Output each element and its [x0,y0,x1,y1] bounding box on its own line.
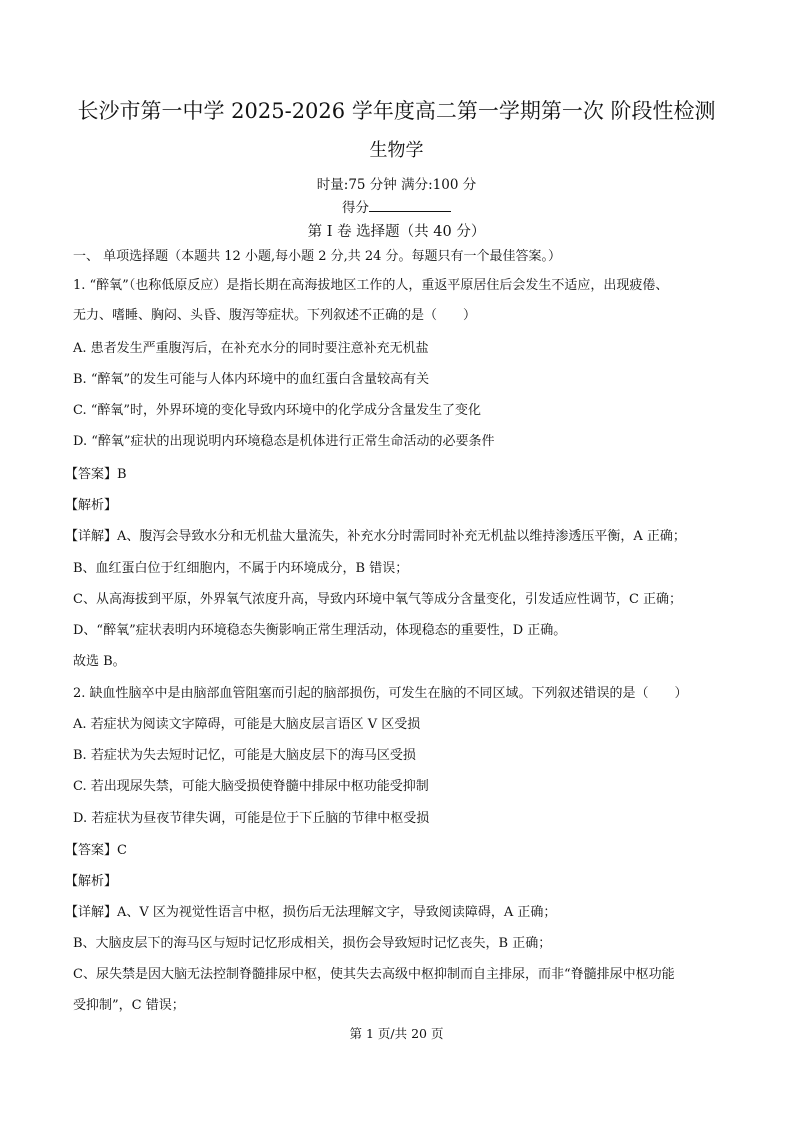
q1-analysis-label: 【解析】 [65,498,118,513]
score-blank [369,199,451,212]
section-title: 第 I 卷 选择题（共 40 分） [307,224,486,240]
q1-detail-4: D、“醉氧”症状表明内环境稳态失衡影响正常生理活动，体现稳态的重要性，D 正确。 [73,623,567,638]
q1-option-b: B. “醉氧”的发生可能与人体内环境中的血红蛋白含量较高有关 [73,372,430,387]
q1-detail-1: 【详解】A、腹泻会导致水分和无机盐大量流失，补充水分时需同时补充无机盐以维持渗透压平衡，A 正确； [65,529,686,544]
subject-title: 生物学 [369,140,424,161]
page-number: 第 1 页/共 20 页 [349,1026,444,1041]
q2-option-c: C. 若出现尿失禁，可能大脑受损使脊髓中排尿中枢功能受抑制 [73,779,429,794]
q2-detail-3: C、尿失禁是因大脑无法控制脊髓排尿中枢，使其失去高级中枢抑制而自主排尿，而非“脊髓排尿中枢功能 [73,967,675,982]
q2-option-b: B. 若症状为失去短时记忆，可能是大脑皮层下的海马区受损 [73,748,416,763]
q1-option-c: C. “醉氧”时，外界环境的变化导致内环境中的化学成分含量发生了变化 [73,403,482,418]
q1-conclusion: 故选 B。 [73,654,126,669]
q2-detail-4: 受抑制”，C 错误； [73,998,185,1013]
exam-title: 长沙市第一中学 2025-2026 学年度高二第一学期第一次 阶段性检测 [77,99,716,123]
q2-detail-2: B、大脑皮层下的海马区与短时记忆形成相关，损伤会导致短时记忆丧失，B 正确； [73,936,552,951]
q2-detail-1: 【详解】A、V 区为视觉性语言中枢，损伤后无法理解文字，导致阅读障碍，A 正确； [65,905,557,920]
q1-stem-line1: 1. “醉氧”（也称低原反应）是指长期在高海拔地区工作的人，重返平原居住后会发生不适应，出现疲倦、 [73,278,669,293]
part-heading: 一、 单项选择题（本题共 12 小题,每小题 2 分,共 24 分。每题只有一个最佳答案。） [73,249,562,264]
q2-answer: 【答案】C [65,843,127,858]
q1-detail-2: B、血红蛋白位于红细胞内，不属于内环境成分，B 错误； [73,561,409,576]
q2-analysis-label: 【解析】 [65,874,118,889]
q1-option-a: A. 患者发生严重腹泻后，在补充水分的同时要注意补充无机盐 [73,341,429,356]
q1-detail-3: C、从高海拔到平原，外界氧气浓度升高，导致内环境中氧气等成分含量变化，引发适应性调节，C 正确； [73,592,683,607]
score-field [0,199,793,217]
q1-option-d: D. “醉氧”症状的出现说明内环境稳态是机体进行正常生命活动的必要条件 [73,434,495,449]
q1-stem-line2: 无力、嗜睡、胸闷、头昏、腹泻等症状。下列叙述不正确的是（ ） [73,308,477,323]
q1-answer: 【答案】B [65,467,127,482]
q2-option-d: D. 若症状为昼夜节律失调，可能是位于下丘脑的节律中枢受损 [73,811,430,826]
q2-option-a: A. 若症状为阅读文字障碍，可能是大脑皮层言语区 V 区受损 [73,717,421,732]
q2-stem: 2. 缺血性脑卒中是由脑部血管阻塞而引起的脑部损伤，可发生在脑的不同区域。下列叙述错误的是（ ） [73,686,688,701]
time-score: 时量:75 分钟 满分:100 分 [316,177,477,193]
score-label: 得分 [342,200,369,216]
